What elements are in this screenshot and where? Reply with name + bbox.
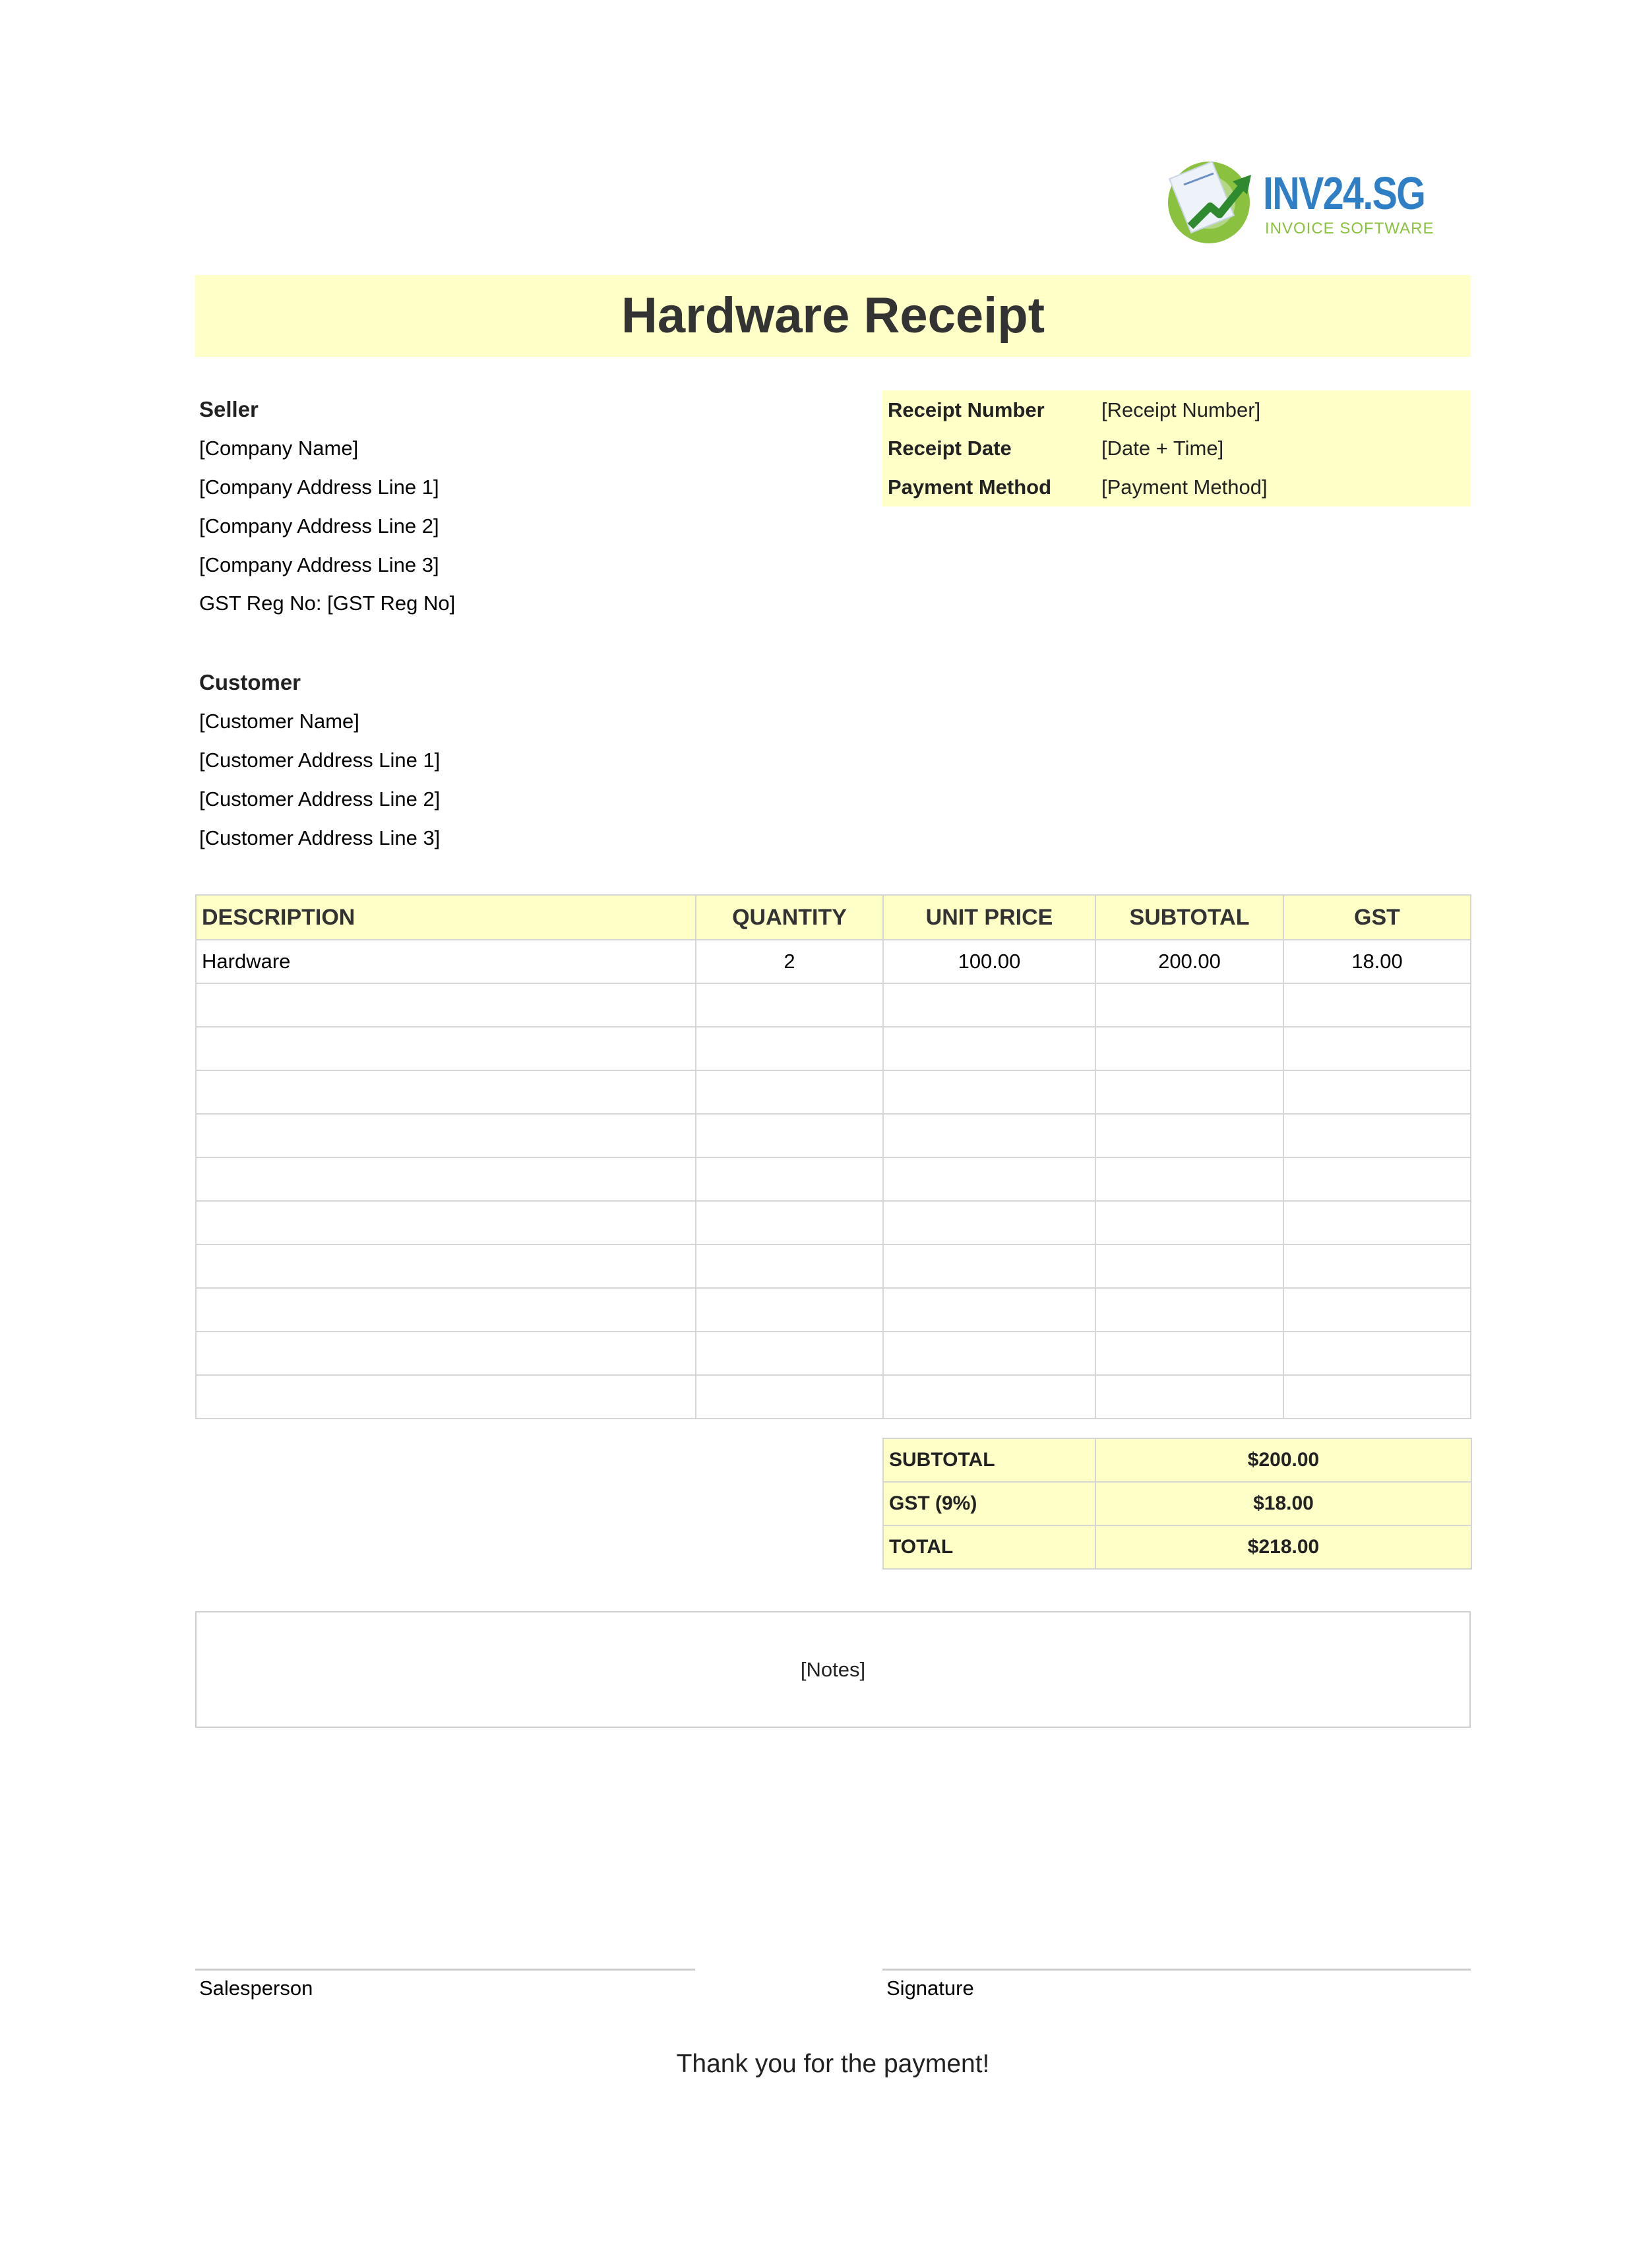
cell-quantity xyxy=(696,1157,883,1201)
signature-label: Signature xyxy=(886,1977,974,2000)
cell-unit-price xyxy=(883,1244,1095,1288)
customer-heading: Customer xyxy=(199,670,301,694)
table-row xyxy=(196,1201,1471,1244)
items-table xyxy=(195,894,1471,1419)
cell-gst xyxy=(1283,1114,1471,1157)
cell-subtotal xyxy=(1095,1332,1283,1375)
cell-quantity xyxy=(696,983,883,1027)
cell-subtotal xyxy=(1095,1070,1283,1114)
seller-heading: Seller xyxy=(199,397,259,421)
cell-gst xyxy=(1283,1201,1471,1244)
salesperson-label: Salesperson xyxy=(199,1977,313,2000)
gst-value: $18.00 xyxy=(1095,1482,1471,1525)
payment-method-label: Payment Method xyxy=(888,475,1052,499)
payment-method-value: [Payment Method] xyxy=(1101,475,1268,499)
logo-wordmark: INV24.SG xyxy=(1263,168,1425,219)
cell-subtotal xyxy=(1095,1201,1283,1244)
totals-row-total xyxy=(883,1525,1471,1569)
cell-quantity xyxy=(696,1114,883,1157)
col-header-description: DESCRIPTION xyxy=(196,895,696,940)
cell-subtotal xyxy=(1095,1244,1283,1288)
cell-subtotal xyxy=(1095,1157,1283,1201)
customer-address-3: [Customer Address Line 3] xyxy=(199,826,441,849)
cell-description xyxy=(196,1288,696,1332)
page-title: Hardware Receipt xyxy=(621,288,1045,344)
cell-subtotal xyxy=(1095,1114,1283,1157)
notes-box xyxy=(195,1611,1471,1728)
cell-subtotal xyxy=(1095,1027,1283,1070)
table-row xyxy=(196,1244,1471,1288)
cell-description xyxy=(196,983,696,1027)
cell-description xyxy=(196,1332,696,1375)
cell-subtotal xyxy=(1095,1375,1283,1419)
cell-quantity xyxy=(696,1288,883,1332)
cell-description xyxy=(196,1201,696,1244)
cell-description xyxy=(196,1244,696,1288)
seller-company-name: [Company Name] xyxy=(199,437,359,460)
cell-unit-price: 100.00 xyxy=(883,940,1095,983)
logo-mark-icon xyxy=(1164,155,1263,247)
cell-gst xyxy=(1283,983,1471,1027)
cell-gst xyxy=(1283,1288,1471,1332)
col-header-unit-price: UNIT PRICE xyxy=(883,895,1095,940)
table-row xyxy=(196,983,1471,1027)
seller-gst-reg: GST Reg No: [GST Reg No] xyxy=(199,592,456,615)
receipt-date-label: Receipt Date xyxy=(888,437,1012,460)
salesperson-line xyxy=(195,1969,695,1971)
receipt-date-value: [Date + Time] xyxy=(1101,437,1224,460)
subtotal-label: SUBTOTAL xyxy=(883,1438,1095,1482)
cell-quantity xyxy=(696,1332,883,1375)
logo-tagline: INVOICE SOFTWARE xyxy=(1265,220,1434,237)
seller-address-1: [Company Address Line 1] xyxy=(199,475,439,499)
cell-description xyxy=(196,1157,696,1201)
cell-quantity xyxy=(696,1070,883,1114)
subtotal-value: $200.00 xyxy=(1095,1438,1471,1482)
cell-unit-price xyxy=(883,1070,1095,1114)
items-header-row xyxy=(196,895,1471,940)
table-row xyxy=(196,1157,1471,1201)
table-row xyxy=(196,1375,1471,1419)
col-header-gst: GST xyxy=(1283,895,1471,940)
customer-address-1: [Customer Address Line 1] xyxy=(199,749,441,772)
cell-quantity xyxy=(696,1375,883,1419)
table-row xyxy=(196,1332,1471,1375)
receipt-number-label: Receipt Number xyxy=(888,398,1045,421)
cell-description xyxy=(196,1375,696,1419)
cell-subtotal: 200.00 xyxy=(1095,940,1283,983)
seller-address-3: [Company Address Line 3] xyxy=(199,553,439,576)
title-bar xyxy=(195,275,1471,357)
cell-gst xyxy=(1283,1070,1471,1114)
col-header-quantity: QUANTITY xyxy=(696,895,883,940)
cell-subtotal xyxy=(1095,983,1283,1027)
cell-subtotal xyxy=(1095,1288,1283,1332)
totals-row-gst xyxy=(883,1482,1471,1525)
cell-gst xyxy=(1283,1027,1471,1070)
seller-address-2: [Company Address Line 2] xyxy=(199,514,439,537)
cell-description xyxy=(196,1027,696,1070)
table-row xyxy=(196,1070,1471,1114)
cell-unit-price xyxy=(883,1027,1095,1070)
cell-unit-price xyxy=(883,1332,1095,1375)
notes-text: [Notes] xyxy=(800,1658,866,1681)
table-row xyxy=(196,1027,1471,1070)
col-header-subtotal: SUBTOTAL xyxy=(1095,895,1283,940)
totals-table xyxy=(882,1438,1472,1570)
total-label: TOTAL xyxy=(883,1525,1095,1569)
thank-you-message: Thank you for the payment! xyxy=(676,2050,990,2078)
customer-name: [Customer Name] xyxy=(199,710,359,733)
customer-address-2: [Customer Address Line 2] xyxy=(199,787,441,811)
cell-unit-price xyxy=(883,1201,1095,1244)
cell-unit-price xyxy=(883,1114,1095,1157)
gst-label: GST (9%) xyxy=(883,1482,1095,1525)
table-row xyxy=(196,1114,1471,1157)
cell-quantity xyxy=(696,1244,883,1288)
cell-description: Hardware xyxy=(196,940,696,983)
cell-unit-price xyxy=(883,1288,1095,1332)
table-row xyxy=(196,1288,1471,1332)
cell-description xyxy=(196,1070,696,1114)
company-logo xyxy=(1164,155,1448,247)
cell-description xyxy=(196,1114,696,1157)
totals-row-subtotal xyxy=(883,1438,1471,1482)
cell-quantity xyxy=(696,1027,883,1070)
cell-unit-price xyxy=(883,983,1095,1027)
table-row xyxy=(196,940,1471,983)
cell-quantity xyxy=(696,1201,883,1244)
total-value: $218.00 xyxy=(1095,1525,1471,1569)
cell-gst xyxy=(1283,1157,1471,1201)
receipt-info-box xyxy=(882,390,1471,506)
cell-gst xyxy=(1283,1244,1471,1288)
cell-unit-price xyxy=(883,1375,1095,1419)
cell-quantity: 2 xyxy=(696,940,883,983)
cell-gst xyxy=(1283,1375,1471,1419)
cell-gst xyxy=(1283,1332,1471,1375)
cell-unit-price xyxy=(883,1157,1095,1201)
signature-line xyxy=(882,1969,1471,1971)
cell-gst: 18.00 xyxy=(1283,940,1471,983)
receipt-number-value: [Receipt Number] xyxy=(1101,398,1261,421)
